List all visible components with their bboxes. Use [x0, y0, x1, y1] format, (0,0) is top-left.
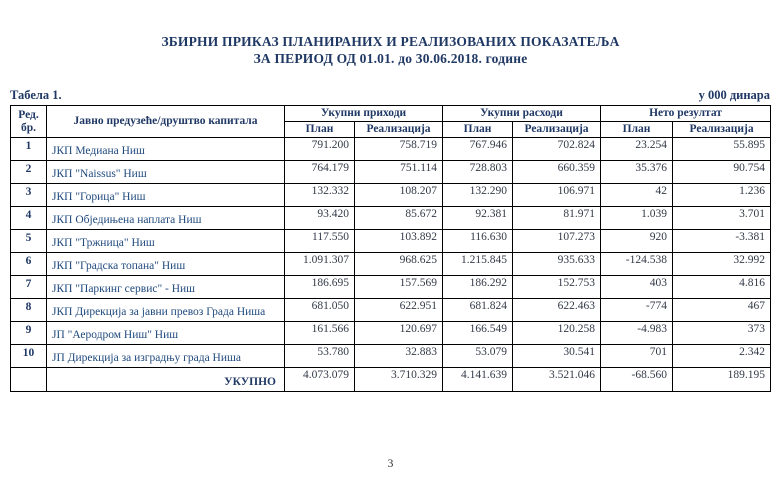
- value-cell: 85.672: [355, 207, 443, 230]
- table-row: [11, 276, 771, 299]
- value-cell: 920: [601, 230, 673, 253]
- row-number: 3: [11, 184, 47, 207]
- row-number: 2: [11, 161, 47, 184]
- value-cell: 90.754: [673, 161, 771, 184]
- company-name: ЈП Дирекција за изградњу града Ниша: [47, 345, 285, 368]
- value-cell: 53.780: [285, 345, 355, 368]
- unit-label: у 000 динара: [698, 88, 770, 102]
- value-cell: 42: [601, 184, 673, 207]
- value-cell: 93.420: [285, 207, 355, 230]
- value-cell: 968.625: [355, 253, 443, 276]
- value-cell: 935.633: [513, 253, 601, 276]
- company-name: ЈКП Дирекција за јавни превоз Града Ниша: [47, 299, 285, 322]
- value-cell: 35.376: [601, 161, 673, 184]
- value-cell: 161.566: [285, 322, 355, 345]
- value-cell: 23.254: [601, 138, 673, 161]
- col-group-total-expenses: Укупни расходи: [443, 106, 601, 122]
- value-cell: 702.824: [513, 138, 601, 161]
- row-number: 7: [11, 276, 47, 299]
- value-cell: 622.951: [355, 299, 443, 322]
- total-value-cell: -68.560: [601, 368, 673, 392]
- col-group-total-income: Укупни приходи: [285, 106, 443, 122]
- value-cell: 120.258: [513, 322, 601, 345]
- value-cell: 701: [601, 345, 673, 368]
- value-cell: 152.753: [513, 276, 601, 299]
- value-cell: 120.697: [355, 322, 443, 345]
- company-name: ЈКП "Паркинг сервис" - Ниш: [47, 276, 285, 299]
- summary-table: [10, 105, 771, 392]
- header-group-row: [11, 106, 771, 122]
- table-row: [11, 253, 771, 276]
- company-name: ЈКП Медиана Ниш: [47, 138, 285, 161]
- col-group-net-result: Нето резултат: [601, 106, 771, 122]
- page-title: [0, 33, 781, 67]
- value-cell: 622.463: [513, 299, 601, 322]
- document-page: [0, 33, 781, 483]
- value-cell: 660.359: [513, 161, 601, 184]
- company-name: ЈКП "Градска топана" Ниш: [47, 253, 285, 276]
- row-number: 9: [11, 322, 47, 345]
- table-row: [11, 322, 771, 345]
- value-cell: -3.381: [673, 230, 771, 253]
- value-cell: 106.971: [513, 184, 601, 207]
- row-no-label-line1: Ред.: [18, 108, 39, 121]
- total-value-cell: 3.521.046: [513, 368, 601, 392]
- table-row: [11, 230, 771, 253]
- value-cell: 81.971: [513, 207, 601, 230]
- value-cell: 157.569: [355, 276, 443, 299]
- value-cell: -124.538: [601, 253, 673, 276]
- table-row: [11, 184, 771, 207]
- value-cell: 791.200: [285, 138, 355, 161]
- row-number: 4: [11, 207, 47, 230]
- row-number: 1: [11, 138, 47, 161]
- value-cell: 116.630: [443, 230, 513, 253]
- row-no-label-line2: бр.: [20, 121, 37, 134]
- value-cell: 4.816: [673, 276, 771, 299]
- value-cell: 132.332: [285, 184, 355, 207]
- company-name: ЈКП "Горица" Ниш: [47, 184, 285, 207]
- row-number: 5: [11, 230, 47, 253]
- company-name: ЈКП "Naissus" Ниш: [47, 161, 285, 184]
- value-cell: 166.549: [443, 322, 513, 345]
- value-cell: -774: [601, 299, 673, 322]
- value-cell: 1.039: [601, 207, 673, 230]
- total-row-empty-cell: [11, 368, 47, 392]
- row-number: 10: [11, 345, 47, 368]
- page-number: 3: [387, 458, 394, 470]
- row-number: 6: [11, 253, 47, 276]
- col-header-expenses-realization: Реализација: [513, 122, 601, 138]
- value-cell: 3.701: [673, 207, 771, 230]
- value-cell: 103.892: [355, 230, 443, 253]
- total-value-cell: 189.195: [673, 368, 771, 392]
- value-cell: 107.273: [513, 230, 601, 253]
- value-cell: 373: [673, 322, 771, 345]
- col-header-net-plan: План: [601, 122, 673, 138]
- value-cell: 751.114: [355, 161, 443, 184]
- table-label: Табела 1.: [10, 88, 62, 102]
- total-value-cell: 4.073.079: [285, 368, 355, 392]
- table-row: [11, 207, 771, 230]
- total-value-cell: 4.141.639: [443, 368, 513, 392]
- value-cell: 32.883: [355, 345, 443, 368]
- value-cell: 467: [673, 299, 771, 322]
- table-row: [11, 161, 771, 184]
- company-name: ЈП "Аеродром Ниш" Ниш: [47, 322, 285, 345]
- page-title-line1: ЗБИРНИ ПРИКАЗ ПЛАНИРАНИХ И РЕАЛИЗОВАНИХ ПОКАЗАТЕЉА: [161, 34, 620, 49]
- table-row: [11, 299, 771, 322]
- value-cell: -4.983: [601, 322, 673, 345]
- value-cell: 132.290: [443, 184, 513, 207]
- col-header-income-realization: Реализација: [355, 122, 443, 138]
- value-cell: 758.719: [355, 138, 443, 161]
- value-cell: 681.824: [443, 299, 513, 322]
- total-label: УКУПНО: [47, 368, 285, 392]
- value-cell: 1.236: [673, 184, 771, 207]
- col-header-income-plan: План: [285, 122, 355, 138]
- row-number: 8: [11, 299, 47, 322]
- value-cell: 32.992: [673, 253, 771, 276]
- table-row: [11, 345, 771, 368]
- value-cell: 728.803: [443, 161, 513, 184]
- value-cell: 764.179: [285, 161, 355, 184]
- company-name: ЈКП Обједињена наплата Ниш: [47, 207, 285, 230]
- value-cell: 92.381: [443, 207, 513, 230]
- value-cell: 108.207: [355, 184, 443, 207]
- value-cell: 767.946: [443, 138, 513, 161]
- col-header-company: Јавно предузеће/друштво капитала: [47, 106, 285, 138]
- page-title-line2: ЗА ПЕРИОД ОД 01.01. до 30.06.2018. године: [253, 51, 528, 66]
- total-row: [11, 368, 771, 392]
- value-cell: 1.215.845: [443, 253, 513, 276]
- value-cell: 1.091.307: [285, 253, 355, 276]
- table-meta-row: [10, 88, 770, 105]
- value-cell: 186.695: [285, 276, 355, 299]
- value-cell: 30.541: [513, 345, 601, 368]
- table-row: [11, 138, 771, 161]
- value-cell: 186.292: [443, 276, 513, 299]
- total-value-cell: 3.710.329: [355, 368, 443, 392]
- value-cell: 55.895: [673, 138, 771, 161]
- value-cell: 681.050: [285, 299, 355, 322]
- company-name: ЈКП "Тржница" Ниш: [47, 230, 285, 253]
- col-header-row-no: [11, 106, 47, 138]
- value-cell: 53.079: [443, 345, 513, 368]
- value-cell: 2.342: [673, 345, 771, 368]
- value-cell: 117.550: [285, 230, 355, 253]
- col-header-net-realization: Реализација: [673, 122, 771, 138]
- value-cell: 403: [601, 276, 673, 299]
- col-header-expenses-plan: План: [443, 122, 513, 138]
